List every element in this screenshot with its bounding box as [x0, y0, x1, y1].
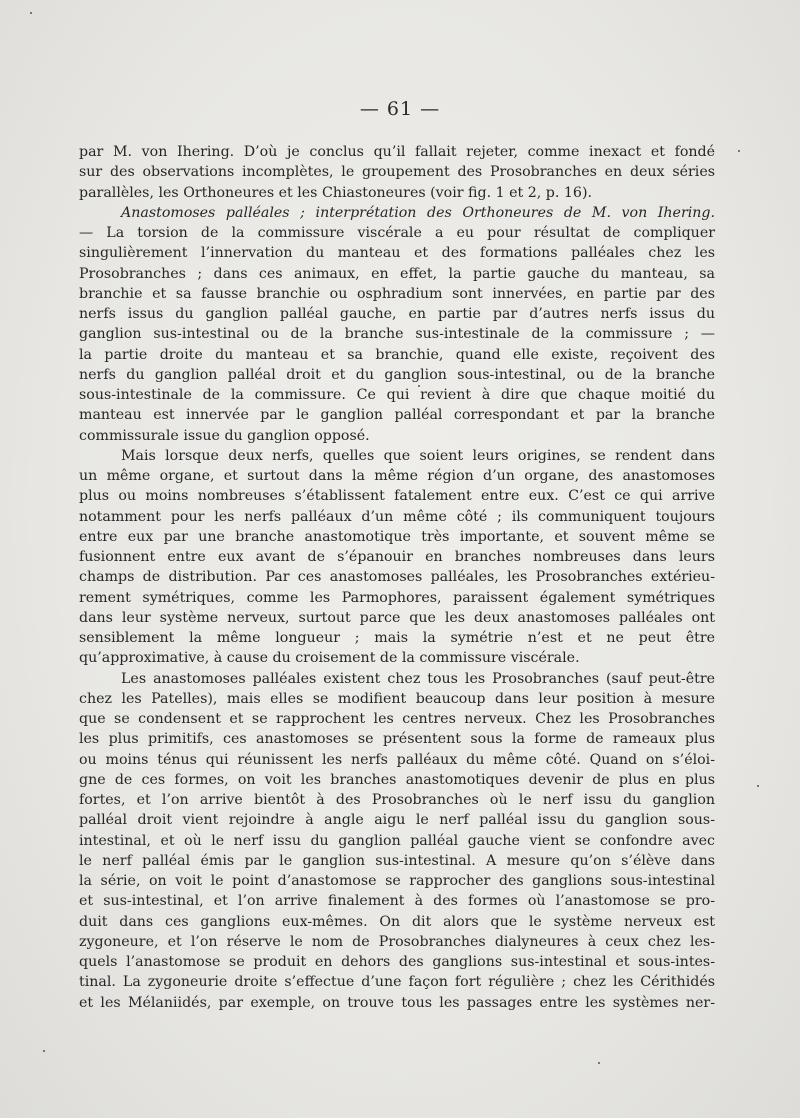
paper-speck	[418, 385, 420, 387]
text-line: que se condensent et se rapprochent les centres nerveux. Chez les Prosobranches	[79, 711, 715, 727]
section-heading	[79, 203, 715, 223]
text-line: dans leur système nerveux, surtout parce que les deux anastomoses palléales ont	[79, 609, 715, 626]
text-line: manteau est innervée par le ganglion palléal correspondant et par la branche	[79, 407, 715, 424]
text-line: palléal droit vient rejoindre à angle aigu le nerf palléal issu du ganglion sous-	[79, 812, 715, 829]
text-line: chez les Patelles), mais elles se modifient beaucoup dans leur position à mesure	[79, 690, 715, 707]
text-line: duit dans ces ganglions eux-mêmes. On dit alors que le système nerveux est	[79, 913, 715, 930]
text-line: la série, on voit le point d’anastomose se rapprocher des ganglions sous-intestinal	[79, 873, 715, 889]
text-line: et les Mélaniidés, par exemple, on trouve tous les passages entre les systèmes ner-	[79, 994, 715, 1011]
text-line: les plus primitifs, ces anastomoses se présentent sous la forme de rameaux plus	[79, 731, 715, 748]
body-text	[79, 142, 715, 1013]
text-line: gne de ces formes, on voit les branches anastomotiques devenir de plus en plus	[79, 771, 715, 788]
text-line: Les anastomoses palléales existent chez tous les Prosobranches (sauf peut-être	[121, 670, 715, 687]
paper-speck	[30, 12, 32, 14]
text-line: fortes, et l’on arrive bientôt à des Prosobranches où le nerf issu du ganglion	[79, 792, 715, 808]
text-line: par M. von Ihering. D’où je conclus qu’il fallait rejeter, comme inexact et fondé	[79, 144, 715, 160]
text-line: notamment pour les nerfs palléaux d’un même côté ; ils communiquent toujours	[79, 508, 715, 525]
text-line: — La torsion de la commissure viscérale a eu pour résultat de compliquer	[79, 225, 715, 241]
text-line: un même organe, et surtout dans la même région d’un organe, des anastomoses	[79, 468, 715, 484]
text-line: zygoneure, et l’on réserve le nom de Prosobranches dialyneures à ceux chez les-	[79, 933, 715, 950]
text-line: nerfs issus du ganglion palléal gauche, en partie par d’autres nerfs issus du	[79, 306, 715, 322]
text-line: sensiblement la même longueur ; mais la symétrie n’est et ne peut être	[79, 630, 715, 646]
text-line: Mais lorsque deux nerfs, quelles que soient leurs origines, se rendent dans	[121, 447, 715, 464]
text-line: quels l’anastomose se produit en dehors des ganglions sus-intestinal et sous-intes-	[79, 954, 715, 970]
text-line: tinal. La zygoneurie droite s’effectue d’une façon fort régulière ; chez les Cérithidés	[79, 974, 715, 991]
text-line: fusionnent entre eux avant de s’épanouir en branches nombreuses dans leurs	[79, 549, 715, 565]
text-line: qu’approximative, à cause du croisement de la commissure viscérale.	[79, 650, 580, 667]
paper-speck	[738, 150, 740, 152]
text-line: nerfs du ganglion palléal droit et du ganglion sous-intestinal, ou de la branche	[79, 366, 715, 383]
text-line: singulièrement l’innervation du manteau et des formations palléales chez les	[79, 245, 715, 262]
text-line: Prosobranches ; dans ces animaux, en effet, la partie gauche du manteau, sa	[79, 265, 715, 282]
text-line: parallèles, les Orthoneures et les Chiastoneures (voir fig. 1 et 2, p. 16).	[79, 184, 593, 201]
text-line: ou moins ténus qui réunissent les nerfs palléaux du même côté. Quand on s’éloi-	[79, 751, 715, 768]
paper-speck	[598, 1062, 600, 1064]
text-line: entre eux par une branche anastomotique très importante, et souvent même se	[79, 528, 715, 545]
text-line: et sus-intestinal, et l’on arrive finalement à des formes où l’anastomose se pro-	[79, 893, 715, 910]
paper-speck	[757, 785, 759, 787]
page-number: — 61 —	[359, 98, 441, 120]
text-line: la partie droite du manteau et sa branchie, quand elle existe, reçoivent des	[79, 346, 715, 363]
text-line: rement symétriques, comme les Parmophores, paraissent également symétriques	[79, 589, 715, 606]
text-line: intestinal, et où le nerf issu du ganglion palléal gauche vient se confondre avec	[79, 832, 715, 849]
text-line: ganglion sus-intestinal ou de la branche sus-intestinale de la commissure ; —	[79, 326, 715, 343]
text-line: plus ou moins nombreuses s’établissent fatalement entre eux. C’est ce qui arrive	[79, 488, 715, 505]
text-line: sur des observations incomplètes, le groupement des Prosobranches en deux séries	[79, 164, 715, 181]
text-line: commissurale issue du ganglion opposé.	[79, 427, 370, 444]
text-line: branchie et sa fausse branchie ou osphradium sont innervées, en partie par des	[79, 285, 715, 302]
paper-speck	[43, 1050, 45, 1052]
text-line: sous-intestinale de la commissure. Ce qui revient à dire que chaque moitié du	[79, 387, 715, 403]
text-line: champs de distribution. Par ces anastomoses palléales, les Prosobranches extérieu-	[79, 569, 715, 586]
section-heading-text: Anastomoses palléales ; interprétation des Orthoneures de M. von Ihering.	[121, 204, 715, 221]
text-line: le nerf palléal émis par le ganglion sus-intestinal. A mesure qu’on s’élève dans	[79, 852, 715, 869]
